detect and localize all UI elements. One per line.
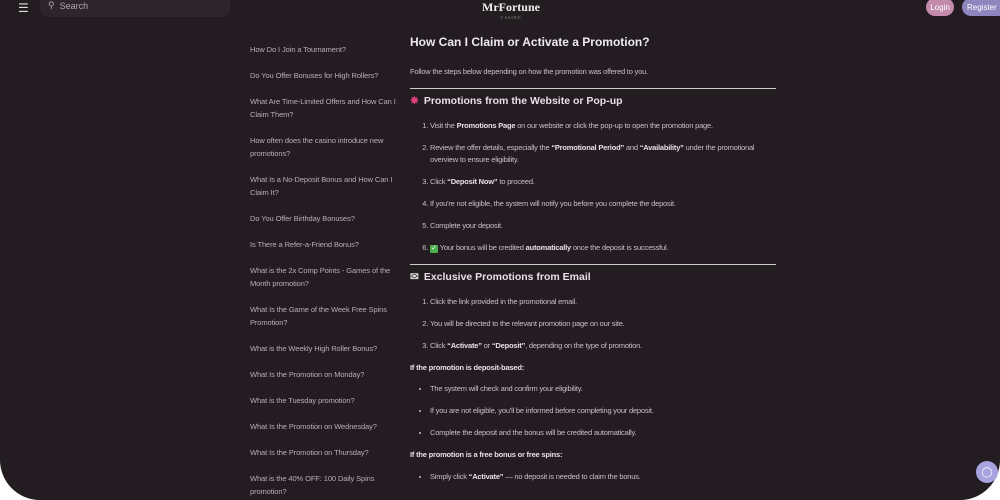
list-item: 2. You will be directed to the relevant promotion page on our site. [430, 318, 776, 330]
steps-list [410, 296, 776, 352]
list-item: 1. Visit the Promotions Page on our website or click the pop-up to open the promotion page. [430, 120, 776, 132]
logo[interactable]: MrFortune CASINO [482, 0, 540, 20]
divider [410, 264, 776, 265]
sparkle-icon: ✸ [410, 95, 419, 107]
faq-link[interactable]: How often does the casino introduce new promotions? [250, 136, 384, 158]
faq-link[interactable]: Is There a Refer-a-Friend Bonus? [250, 240, 359, 249]
list-item: 5. Complete your deposit. [430, 220, 776, 232]
list-item: 4. If you're not eligible, the system will notify you before you complete the deposit. [430, 198, 776, 210]
chat-bubble-icon[interactable]: ◯ [976, 461, 998, 483]
faq-link[interactable]: What is the 40% OFF: 100 Daily Spins promotion? [250, 474, 375, 496]
login-button[interactable]: Login [926, 0, 954, 16]
intro-text: Follow the steps below depending on how the promotion was offered to you. [410, 67, 648, 76]
top-bar [0, 0, 1000, 18]
faq-link[interactable]: How Do I Join a Tournament? [250, 45, 346, 54]
list-item: • Simply click “Activate” — no deposit is needed to claim the bonus. [430, 471, 776, 483]
list-item: 1. Click the link provided in the promotional email. [430, 296, 776, 308]
register-button[interactable]: Register [962, 0, 1000, 16]
faq-link[interactable]: What Is the Game of the Week Free Spins Promotion? [250, 305, 387, 327]
hamburger-menu-icon[interactable]: ☰ [18, 1, 29, 15]
faq-link[interactable]: Do You Offer Birthday Bonuses? [250, 214, 355, 223]
faq-link[interactable]: What is the 2x Comp Points - Games of the Month promotion? [250, 266, 391, 288]
section-heading: ✉ Exclusive Promotions from Email [410, 271, 591, 283]
list-item: 3. Click “Activate” or “Deposit”, depending on the type of promotion. [430, 340, 776, 352]
faq-link[interactable]: What Is the Promotion on Thursday? [250, 448, 369, 457]
list-item: 6. ✓ Your bonus will be credited automatically once the deposit is successful. [430, 242, 776, 254]
page-title: How Can I Claim or Activate a Promotion? [410, 35, 650, 49]
list-item: • Complete the deposit and the bonus will be credited automatically. [430, 427, 776, 439]
faq-link[interactable]: What Is the Promotion on Wednesday? [250, 422, 377, 431]
check-icon: ✓ [431, 245, 437, 252]
faq-link[interactable]: What is the Tuesday promotion? [250, 396, 355, 405]
divider [410, 88, 776, 89]
search-input[interactable]: ⚲ Search [40, 0, 230, 17]
steps-list [410, 120, 776, 254]
list-item: • The system will check and confirm your eligibility. [430, 383, 776, 395]
bullet-list [410, 471, 776, 483]
list-item: 2. Review the offer details, especially the “Promotional Period” and “Availability” under the promotional overview to ensure eligibility. [430, 142, 776, 166]
faq-link[interactable]: What is the Weekly High Roller Bonus? [250, 344, 378, 353]
faq-link[interactable]: Do You Offer Bonuses for High Rollers? [250, 71, 379, 80]
bullet-list [410, 383, 776, 439]
search-icon: ⚲ [48, 0, 55, 10]
faq-sidebar [250, 43, 396, 498]
subheading: If the promotion is deposit-based: [410, 363, 525, 372]
list-item: • If you are not eligible, you'll be informed before completing your deposit. [430, 405, 776, 417]
subheading: If the promotion is a free bonus or free spins: [410, 450, 563, 459]
article [410, 35, 776, 483]
envelope-icon: ✉ [410, 271, 419, 283]
faq-link[interactable]: What Are Time-Limited Offers and How Can I Claim Them? [250, 97, 396, 119]
section-heading: ✸ Promotions from the Website or Pop-up [410, 95, 623, 107]
faq-link[interactable]: What Is the Promotion on Monday? [250, 370, 365, 379]
faq-link[interactable]: What Is a No-Deposit Bonus and How Can I Claim It? [250, 175, 393, 197]
list-item: 3. Click “Deposit Now” to proceed. [430, 176, 776, 188]
